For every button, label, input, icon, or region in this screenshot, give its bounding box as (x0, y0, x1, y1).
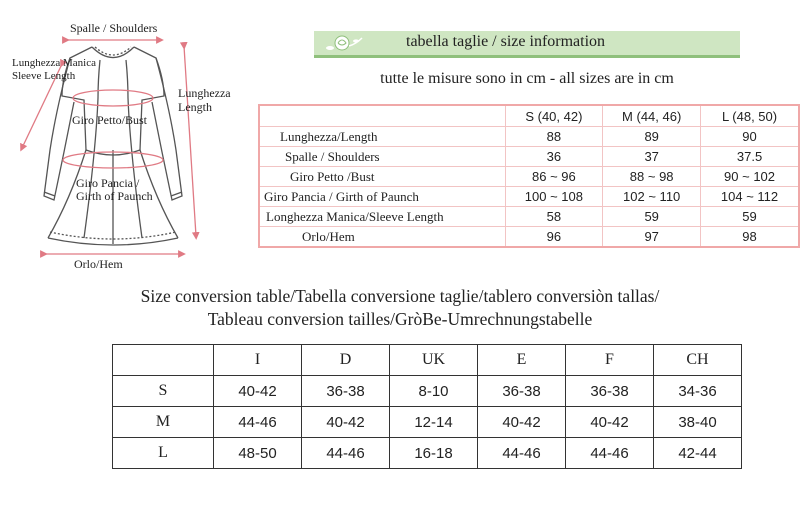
size-table-row (259, 227, 799, 248)
measurement-value: 102 ~ 110 (603, 187, 701, 207)
size-table (258, 104, 800, 248)
conversion-value: 44-46 (302, 438, 390, 469)
paunch-label-it: Giro Pancia / (76, 176, 140, 190)
size-table-row (259, 167, 799, 187)
measurement-value: 100 ~ 108 (505, 187, 603, 207)
measurement-value: 98 (701, 227, 799, 248)
shoulders-label: Spalle / Shoulders (70, 21, 158, 35)
measurement-label: Longhezza Manica/Sleeve Length (259, 207, 505, 227)
size-column-header: L (48, 50) (701, 105, 799, 127)
conversion-title-line2: Tableau conversion tailles/GròBe-Umrechnungstabelle (207, 309, 593, 329)
conversion-value: 40-42 (302, 407, 390, 438)
hem-label: Orlo/Hem (74, 257, 123, 271)
size-label: L (113, 438, 214, 469)
conversion-value: 44-46 (566, 438, 654, 469)
conversion-value: 16-18 (390, 438, 478, 469)
measurement-value: 88 ~ 98 (603, 167, 701, 187)
conversion-table (112, 344, 742, 469)
banner-title: tabella taglie / size information (406, 33, 606, 50)
measurement-value: 58 (505, 207, 603, 227)
size-label: M (113, 407, 214, 438)
size-table-row (259, 127, 799, 147)
units-note: tutte le misure sono in cm - all sizes are in cm (380, 70, 674, 87)
conversion-value: 40-42 (214, 376, 302, 407)
conversion-value: 40-42 (566, 407, 654, 438)
length-label-it: Lunghezza (178, 86, 231, 100)
size-info-banner (314, 31, 740, 58)
country-column-header: CH (654, 345, 742, 376)
measurement-value: 96 (505, 227, 603, 248)
size-column-header: S (40, 42) (505, 105, 603, 127)
country-column-header: E (478, 345, 566, 376)
country-column-header: I (214, 345, 302, 376)
measurement-value: 86 ~ 96 (505, 167, 603, 187)
conversion-value: 12-14 (390, 407, 478, 438)
size-table-header (259, 105, 799, 127)
measurement-value: 36 (505, 147, 603, 167)
measurement-label: Giro Pancia / Girth of Paunch (259, 187, 505, 207)
conversion-value: 38-40 (654, 407, 742, 438)
size-table-row (259, 187, 799, 207)
conversion-row (113, 407, 742, 438)
size-label: S (113, 376, 214, 407)
conversion-value: 8-10 (390, 376, 478, 407)
measurement-value: 97 (603, 227, 701, 248)
measurement-label: Giro Petto /Bust (259, 167, 505, 187)
paunch-label-en: Girth of Paunch (76, 189, 153, 203)
conversion-value: 36-38 (302, 376, 390, 407)
sleeve-length-label-en: Sleeve Length (12, 70, 76, 82)
conversion-row (113, 438, 742, 469)
measurement-value: 37.5 (701, 147, 799, 167)
conversion-value: 48-50 (214, 438, 302, 469)
measurement-label: Orlo/Hem (259, 227, 505, 248)
header-blank-cell (113, 345, 214, 376)
measurement-value: 90 (701, 127, 799, 147)
size-table-row (259, 207, 799, 227)
conversion-value: 44-46 (478, 438, 566, 469)
conversion-value: 42-44 (654, 438, 742, 469)
bust-label: Giro Petto/Bust (72, 113, 148, 127)
conversion-value: 34-36 (654, 376, 742, 407)
measurement-value: 90 ~ 102 (701, 167, 799, 187)
country-column-header: F (566, 345, 654, 376)
measurement-value: 88 (505, 127, 603, 147)
conversion-header-row (113, 345, 742, 376)
dress-icon (0, 0, 260, 280)
measurement-value: 37 (603, 147, 701, 167)
country-column-header: D (302, 345, 390, 376)
measurement-value: 59 (603, 207, 701, 227)
conversion-value: 36-38 (566, 376, 654, 407)
dress-diagram (0, 0, 260, 280)
size-column-header: M (44, 46) (603, 105, 701, 127)
size-table-row (259, 147, 799, 167)
header-blank-cell (259, 105, 505, 127)
conversion-value: 44-46 (214, 407, 302, 438)
conversion-row (113, 376, 742, 407)
measurement-value: 104 ~ 112 (701, 187, 799, 207)
length-label-en: Length (178, 100, 212, 114)
measurement-label: Lunghezza/Length (259, 127, 505, 147)
conversion-title-line1: Size conversion table/Tabella conversione taglie/tablero conversiòn tallas/ (140, 286, 660, 306)
measurement-value: 59 (701, 207, 799, 227)
measurement-label: Spalle / Shoulders (259, 147, 505, 167)
rose-icon (320, 32, 368, 56)
conversion-value: 36-38 (478, 376, 566, 407)
country-column-header: UK (390, 345, 478, 376)
sleeve-length-label-it: Lunghezza Manica (12, 57, 96, 69)
measurement-value: 89 (603, 127, 701, 147)
conversion-value: 40-42 (478, 407, 566, 438)
